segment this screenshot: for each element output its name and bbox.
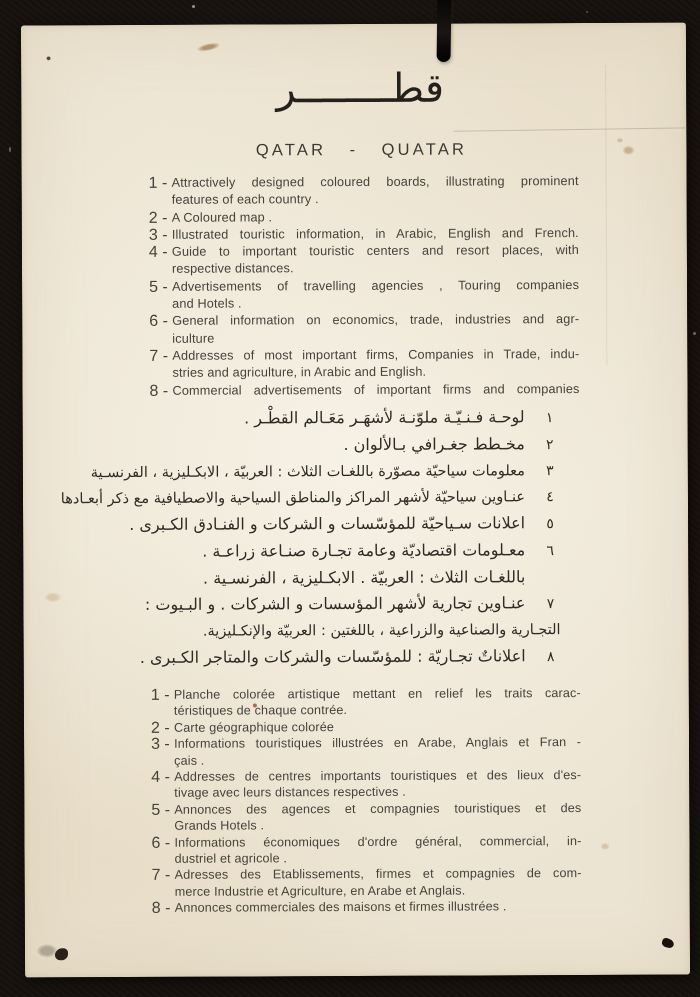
text-line: Carte géographique colorée — [173, 719, 335, 735]
text-line: tivage avec leurs distances respectives . — [174, 785, 406, 801]
arabic-calligraphy-title: قطــــــــر — [276, 65, 445, 113]
text-line: معـلومات اقتصاديّة وعامة تجـارة صنـاعة زراعـة . — [202, 540, 526, 561]
text-line: Grands Hotels . — [174, 818, 265, 834]
text-line: Adresses des Etablissements, firmes et compagnies de com- — [174, 866, 582, 883]
item-number: 6 - — [151, 834, 175, 852]
item-number: 6 - — [149, 313, 173, 331]
item-number: 2 - — [148, 209, 172, 227]
arabic-text-line — [113, 510, 560, 539]
arabic-text-line — [114, 617, 561, 645]
list-item — [149, 242, 579, 278]
ink-blot — [661, 937, 675, 949]
text-line: çais . — [174, 753, 205, 768]
french-list — [151, 685, 582, 917]
item-number: 5 - — [151, 801, 175, 819]
text-line: عنـاوين سياحيّة لأشهر المراكز والمناطق السياحية والاصطيافية مع ذكر أبعـادها — [60, 489, 526, 508]
text-line: اعلاناتٌ تجـاريّة : للمؤسّسات والشركات والمتاجر الكـبرى . — [139, 646, 526, 667]
stain — [44, 592, 61, 602]
arabic-text-line — [113, 537, 560, 566]
list-item — [149, 346, 579, 382]
text-line: اعلانات سـياحيّة للمؤسّسات و الشركات و الفنـادق الكـبرى . — [129, 513, 526, 534]
list-item — [149, 381, 579, 400]
english-list — [149, 173, 580, 400]
item-number: 8 - — [149, 382, 173, 400]
list-item — [151, 718, 581, 736]
arabic-text-line — [113, 590, 560, 619]
stain — [46, 56, 51, 60]
text-line: respective distances. — [171, 261, 294, 277]
item-number: 1 - — [150, 686, 175, 704]
list-item — [149, 173, 579, 209]
item-number: ٣ — [546, 463, 554, 480]
arabic-text-line — [90, 458, 560, 486]
text-line: Commercial advertisements of important firms and companies — [172, 381, 580, 398]
stain — [600, 843, 609, 850]
item-number: 4 - — [148, 243, 173, 262]
list-item — [152, 898, 582, 916]
text-line: Addresses of most important firms, Companies in Trade, indu- — [172, 346, 580, 363]
document-page — [21, 23, 690, 978]
text-line: Guide to important touristic centers and resort places, with — [171, 243, 579, 259]
item-number: 2 - — [150, 719, 175, 737]
item-number: 7 - — [149, 347, 173, 365]
text-line: dustriel et agricole . — [174, 851, 288, 866]
arabic-list — [60, 404, 561, 672]
text-line: features of each country . — [171, 192, 319, 208]
item-number: ٢ — [545, 437, 554, 454]
list-item — [152, 865, 582, 900]
arabic-text-line — [113, 431, 560, 460]
list-item — [149, 311, 579, 347]
list-item — [151, 767, 581, 802]
arabic-text-line — [60, 484, 560, 512]
stain — [622, 146, 634, 155]
text-line: Attractively designed coloured boards, illustrating prominent — [171, 174, 579, 190]
item-number: ٦ — [546, 543, 555, 560]
text-line: and Hotels . — [172, 296, 242, 311]
list-item — [151, 800, 581, 835]
page-title: QATAR - QUATAR — [255, 140, 468, 160]
list-item — [151, 833, 581, 868]
dust-speck — [693, 332, 696, 335]
dust-speck — [586, 11, 588, 13]
text-line: Illustrated touristic information, in Arabic, English and French. — [171, 225, 579, 242]
list-item — [149, 225, 579, 244]
item-number: ١ — [545, 410, 554, 427]
text-line: مخـطط جغـرافي بـالألوان . — [343, 434, 525, 455]
arabic-text-line — [113, 404, 560, 433]
list-item — [151, 734, 581, 769]
arabic-text-line — [114, 643, 561, 672]
item-number: 5 - — [149, 278, 173, 296]
text-line: باللغـات الثلاث : العربيّة . الابكـليزية ، الفرنسـية . — [202, 567, 526, 588]
item-number: 8 - — [151, 900, 175, 918]
list-item — [149, 208, 579, 227]
dust-speck — [192, 5, 195, 8]
text-line: Informations touristiques illustrées en Arabe, Anglais et Fran - — [174, 735, 582, 752]
ink-blot — [55, 948, 68, 960]
text-line: Annonces des agences et compagnies touristiques et des — [174, 800, 582, 817]
item-number: 4 - — [151, 768, 175, 786]
text-line: Addresses de centres importants touristiques et des lieux d'es- — [174, 768, 582, 784]
list-item — [151, 685, 581, 720]
arabic-text-line — [113, 564, 560, 592]
text-line: التجـارية والصناعية والزراعية ، باللغتين : العربيّة والإنكـليزية. — [202, 622, 561, 640]
dust-fiber — [9, 147, 11, 152]
stain — [616, 138, 623, 143]
text-line: téristiques de chaque contrée. — [173, 703, 348, 719]
paper-crease — [605, 65, 607, 365]
text-line: General information on economics, trade, industries and agr- — [172, 312, 580, 329]
item-number: ٤ — [546, 489, 554, 506]
text-line: stries and agriculture, in Arabic and English. — [172, 364, 427, 381]
item-number: ٥ — [546, 516, 554, 533]
paper-crease — [453, 127, 687, 131]
text-line: Advertisements of travelling agencies , Touring companies — [172, 277, 580, 294]
stain — [37, 944, 57, 957]
text-line: لوحـة فـنـيّـة ملوّنـة لأشهَـر مَعَـالم القطْـر . — [244, 407, 525, 428]
item-number: 3 - — [151, 736, 175, 754]
hanging-cord — [437, 0, 452, 62]
text-line: معلومات سياحيّة مصوّرة باللغـات الثلاث : العربيّة ، الابكـليزية ، الفرنسـية — [90, 463, 525, 482]
item-number: 1 - — [148, 174, 172, 192]
text-line: عنـاوين تجارية لأشهر المؤسسات و الشركات . و البـيوت : — [144, 593, 526, 614]
text-line: Informations économiques d'ordre général, commercial, in- — [174, 833, 582, 850]
stain — [197, 41, 221, 53]
item-number: 7 - — [151, 867, 175, 885]
text-line: merce Industrie et Agriculture, en Arabe et Anglais. — [174, 883, 466, 899]
text-line: iculture — [172, 331, 215, 346]
item-number: ٨ — [546, 649, 555, 666]
text-line: A Coloured map . — [171, 209, 273, 225]
list-item — [149, 277, 579, 313]
item-number: ٧ — [546, 596, 555, 613]
text-line: Annonces commerciales des maisons et firmes illustrées . — [174, 899, 507, 916]
item-number: 3 - — [148, 226, 173, 244]
text-line: Planche colorée artistique mettant en relief les traits carac- — [173, 686, 581, 702]
